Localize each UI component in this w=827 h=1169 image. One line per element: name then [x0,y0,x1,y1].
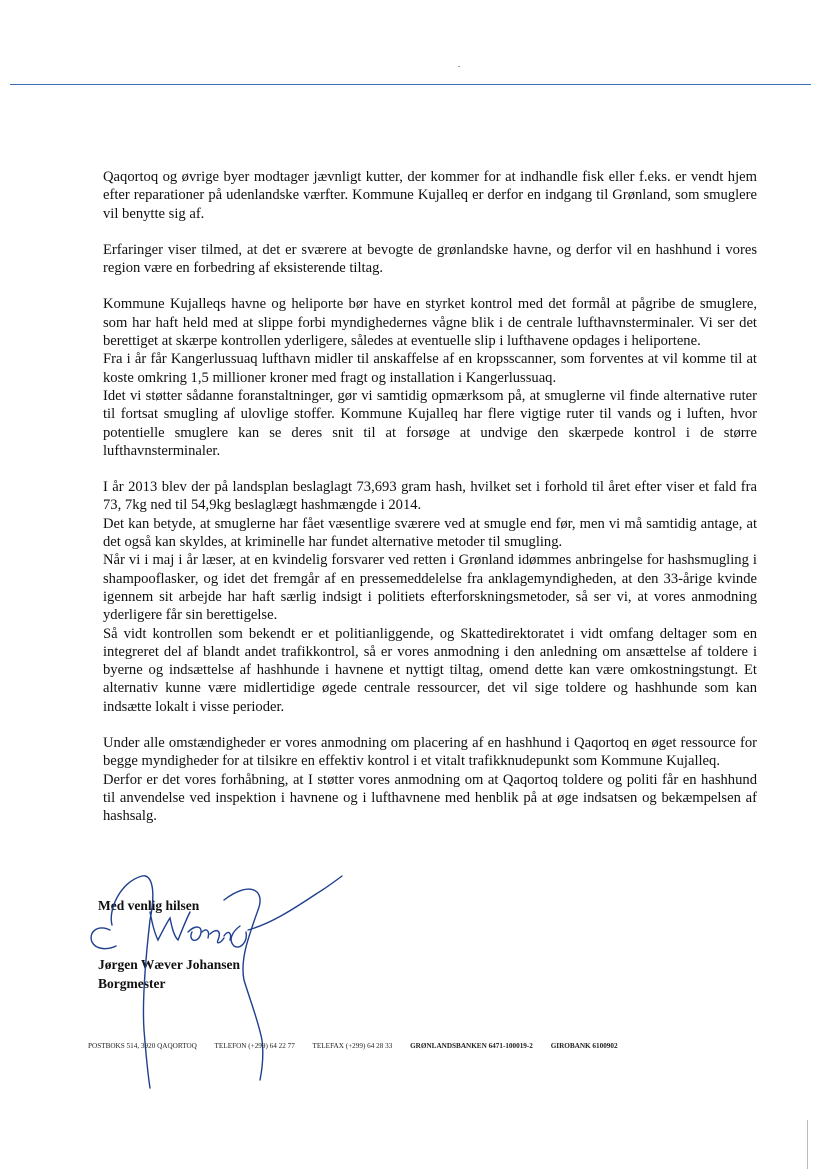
body-paragraph: Det kan betyde, at smuglerne har fået væsentlige sværere ved at smugle end før, men vi må samtidig antage, at det også kan skyldes, at kriminelle har fundet alternative metoder til smugling. [103,515,757,551]
footer-telefax: TELEFAX (+299) 64 28 33 [312,1042,393,1050]
body-paragraph: I år 2013 blev der på landsplan beslaglagt 73,693 gram hash, hvilket set i forhold til året efter viser et fald fra 73, 7kg ned til 54,9kg beslaglægt hashmængde i 2014. [103,479,757,514]
signer-name: Jørgen Wæver Johansen [98,957,241,972]
header-rule [10,84,811,85]
page-edge-line [807,1120,808,1169]
paragraph-spacer [103,277,757,295]
body-paragraph: Kommune Kujalleqs havne og heliporte bør have en styrket kontrol med det formål at pågribe de smuglere, som har haft held med at slippe forbi myndighedernes vågne blik i de centrale lufthavnsterminaler. Vi ser det berettiget at skærpe kontrollen yderligere, således at eventuelle slip i lufthavene opdages i heliportene. [103,296,757,350]
letter-body [103,168,757,826]
letterhead-footer [88,1042,728,1050]
paragraph-spacer [103,460,757,478]
signer-title: Borgmester [98,976,166,991]
scan-speck [458,66,460,67]
footer-girobank: GIROBANK 6100902 [550,1042,618,1050]
body-paragraph: Qaqortoq og øvrige byer modtager jævnligt kutter, der kommer for at indhandle fisk eller f.eks. er vendt hjem efter reparationer på udenlandske værfter. Kommune Kujalleq er derfor en indgang til Grønland, som smuglere vil benytte sig af. [103,169,757,222]
body-paragraph: Når vi i maj i år læser, at en kvindelig forsvarer ved retten i Grønland idømmes anbringelse for hashsmugling i shampooflasker, og idet det fremgår af en pressemeddelelse fra anklagemyndigheden, at den 33-årige kvinde igennem sit arbejde har haft særlig indsigt i politiets efterforskningsmetoder, så ser vi, at vores anmodning yderligere får sin berettigelse. [103,552,757,624]
body-paragraph: Erfaringer viser tilmed, at det er sværere at bevogte de grønlandske havne, og derfor vil en hashhund i vores region være en forbedring af eksisterende tiltag. [103,241,757,277]
footer-telephone: TELEFON (+299) 64 22 77 [214,1042,295,1050]
paragraph-spacer [103,223,757,241]
handwritten-signature [70,860,370,1090]
paragraph-spacer [103,716,757,734]
closing-greeting: Med venlig hilsen [98,898,200,913]
body-paragraph: Så vidt kontrollen som bekendt er et politianliggende, og Skattedirektoratet i vidt omfang deltager som en integreret del af blandt andet trafikkontrol, så er vores anmodning i den anledning om ansættelse af toldere i byerne og indsættelse af hashhunde i havnene et nyttigt tiltag, omend dette kan være omkostningstungt. Et alternativ kunne være midlertidige øgede centrale ressourcer, det vil sige toldere og hashhunde som kan indsætte lokalt i visse perioder. [103,625,757,715]
body-paragraph: Under alle omstændigheder er vores anmodning om placering af en hashhund i Qaqortoq en øget ressource for begge myndigheder for at tilsikre en effektiv kontrol i et vitalt trafikknudepunkt som Kommune Kujalleq. [103,735,757,770]
footer-postbox: POSTBOKS 514, 3920 QAQORTOQ [88,1042,197,1050]
body-paragraph: Idet vi støtter sådanne foranstaltninger, gør vi samtidig opmærksom på, at smuglerne vil finde alternative ruter til fortsat smugling af ulovlige stoffer. Kommune Kujalleq har flere vigtige ruter til vands og i luften, hvor potentielle smuglere kan se deres snit til at forsøge at undvige den skærpede kontrol i de større lufthavnsterminaler. [103,387,757,459]
body-paragraph: Fra i år får Kangerlussuaq lufthavn midler til anskaffelse af en kropsscanner, som forventes at vil komme til at koste omkring 1,5 millioner kroner med fragt og installation i Kangerlussuaq. [103,351,757,386]
footer-bank: GRØNLANDSBANKEN 6471-100019-2 [410,1042,533,1050]
body-paragraph: Derfor er det vores forhåbning, at I støtter vores anmodning om at Qaqortoq toldere og politi får en hashhund til anvendelse ved inspektion i havnene og i lufthavnene med henblik på at øge indsatsen og bekæmpelsen af hashsalg. [103,771,757,825]
